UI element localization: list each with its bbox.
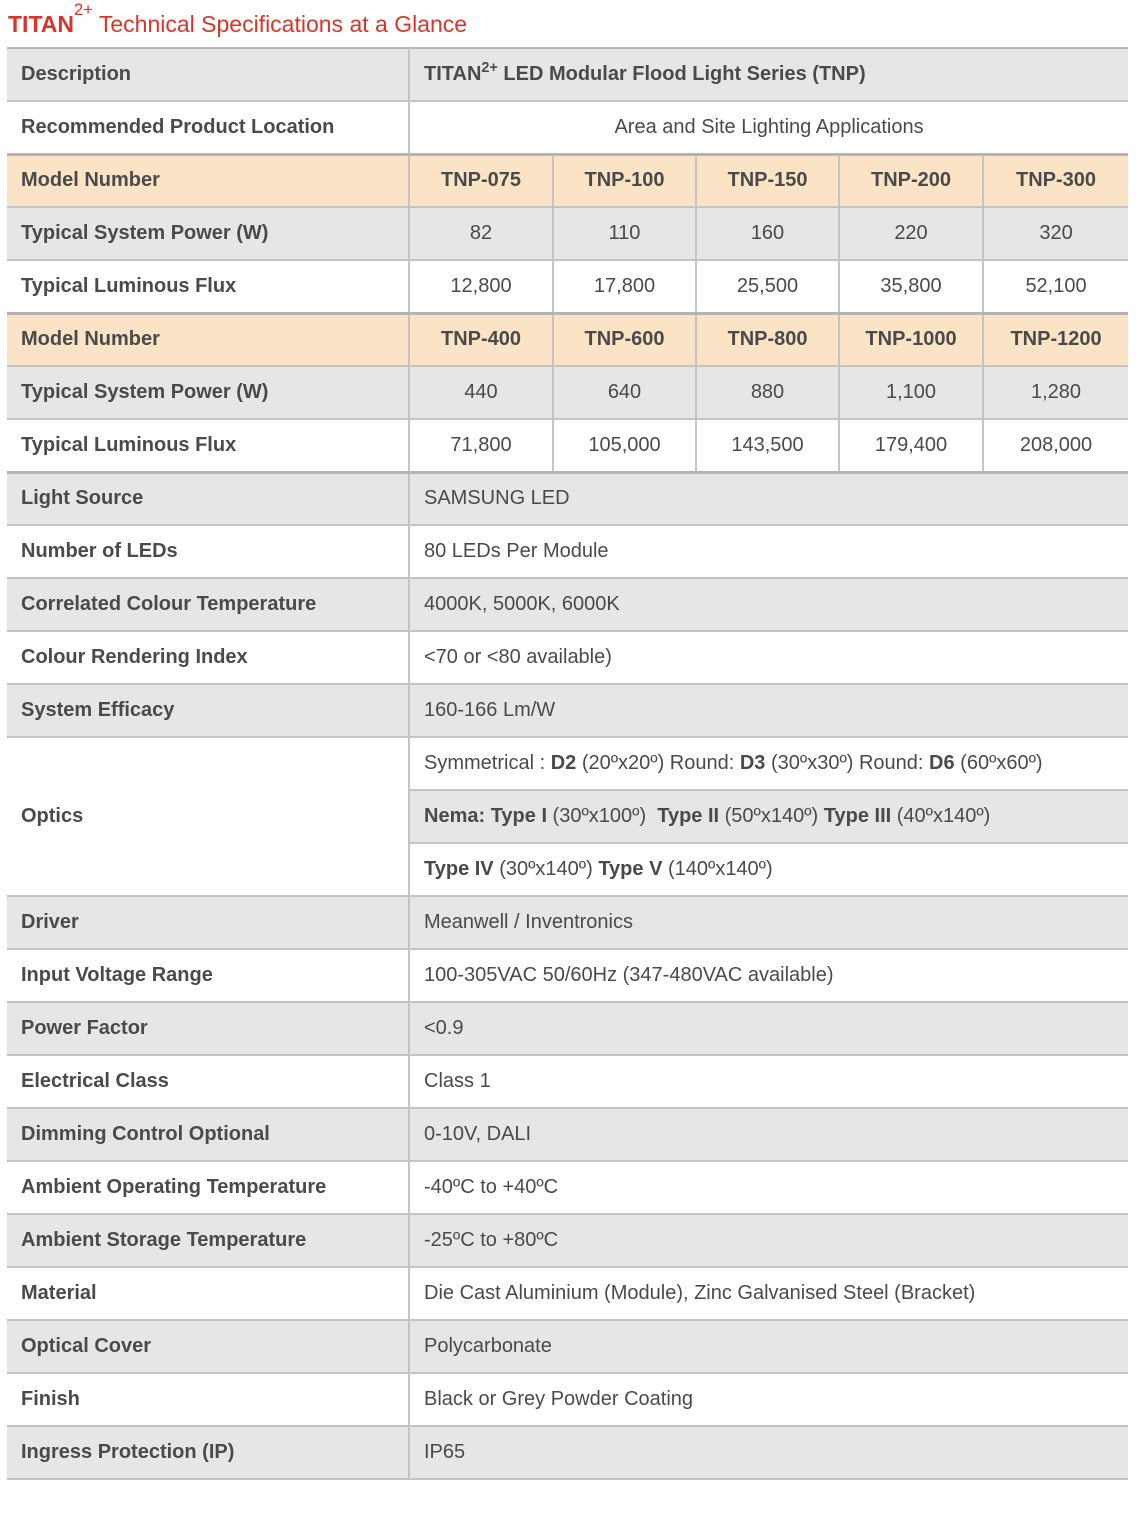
model-cell: TNP-800	[696, 313, 839, 366]
row-label: Description	[7, 48, 409, 101]
row-label: Model Number	[7, 154, 409, 207]
table-row-spec	[7, 949, 1128, 1002]
row-label: Model Number	[7, 313, 409, 366]
flux-cell: 143,500	[696, 419, 839, 472]
flux-cell: 71,800	[409, 419, 553, 472]
model-cell: TNP-600	[553, 313, 696, 366]
power-cell: 880	[696, 366, 839, 419]
row-value: IP65	[409, 1426, 1128, 1479]
table-row-power-a	[7, 207, 1128, 260]
table-row-model-a	[7, 154, 1128, 207]
table-row-spec	[7, 472, 1128, 525]
row-value: 160-166 Lm/W	[409, 684, 1128, 737]
power-cell: 110	[553, 207, 696, 260]
optics-code: D3	[739, 752, 766, 774]
row-label: Typical System Power (W)	[7, 366, 409, 419]
table-row-spec	[7, 1214, 1128, 1267]
table-row-spec	[7, 1426, 1128, 1479]
table-row-spec	[7, 1055, 1128, 1108]
optics-code: Type V	[598, 858, 663, 880]
desc-brand: TITAN	[424, 63, 482, 85]
optics-text: (30ºx100º)	[547, 805, 658, 827]
optics-text: (20ºx20º) Round:	[576, 752, 740, 774]
model-cell: TNP-1000	[839, 313, 983, 366]
table-row-model-b	[7, 313, 1128, 366]
power-cell: 82	[409, 207, 553, 260]
table-row-spec	[7, 578, 1128, 631]
row-label: Input Voltage Range	[7, 949, 409, 1002]
desc-brand-sup: 2+	[481, 59, 498, 76]
model-cell: TNP-075	[409, 154, 553, 207]
optics-code: D6	[929, 752, 955, 774]
row-label: Number of LEDs	[7, 525, 409, 578]
row-label: Colour Rendering Index	[7, 631, 409, 684]
model-cell: TNP-1200	[983, 313, 1128, 366]
table-row-spec	[7, 1320, 1128, 1373]
flux-cell: 35,800	[839, 260, 983, 313]
row-label: Typical Luminous Flux	[7, 419, 409, 472]
table-row-spec	[7, 1161, 1128, 1214]
flux-cell: 105,000	[553, 419, 696, 472]
desc-text: LED Modular Flood Light Series (TNP)	[503, 63, 866, 85]
row-label: Ingress Protection (IP)	[7, 1426, 409, 1479]
optics-text: (30ºx140º)	[493, 858, 599, 880]
row-label: Optical Cover	[7, 1320, 409, 1373]
table-row-flux-b	[7, 419, 1128, 472]
row-value: Meanwell / Inventronics	[409, 896, 1128, 949]
row-value: Black or Grey Powder Coating	[409, 1373, 1128, 1426]
table-row-spec	[7, 631, 1128, 684]
flux-cell: 12,800	[409, 260, 553, 313]
table-row-spec	[7, 684, 1128, 737]
row-label: Typical Luminous Flux	[7, 260, 409, 313]
spec-table	[7, 47, 1128, 1480]
power-cell: 640	[553, 366, 696, 419]
row-value: <70 or <80 available)	[409, 631, 1128, 684]
optics-text: Symmetrical :	[424, 752, 551, 774]
row-label: Optics	[7, 737, 409, 896]
optics-code: Type IV	[424, 858, 494, 880]
optics-text: (140ºx140º)	[662, 858, 773, 880]
table-row-spec	[7, 1267, 1128, 1320]
row-label: Ambient Storage Temperature	[7, 1214, 409, 1267]
power-cell: 160	[696, 207, 839, 260]
table-row-description	[7, 48, 1128, 101]
power-cell: 1,100	[839, 366, 983, 419]
optics-code: Type II	[657, 805, 720, 827]
flux-cell: 179,400	[839, 419, 983, 472]
power-cell: 220	[839, 207, 983, 260]
page-title	[8, 0, 468, 44]
model-cell: TNP-150	[696, 154, 839, 207]
table-row-spec	[7, 1002, 1128, 1055]
row-value: 80 LEDs Per Module	[409, 525, 1128, 578]
row-value: -25ºC to +80ºC	[409, 1214, 1128, 1267]
optics-text: (30ºx30º) Round:	[765, 752, 930, 774]
flux-cell: 17,800	[553, 260, 696, 313]
model-cell: TNP-100	[553, 154, 696, 207]
table-row-flux-a	[7, 260, 1128, 313]
description-value	[409, 48, 1128, 101]
optics-code: Type III	[823, 805, 892, 827]
title-brand-sup: 2+	[74, 0, 93, 19]
optics-line-3	[409, 843, 1128, 896]
optics-code: Nema: Type I	[424, 805, 547, 827]
row-label: Recommended Product Location	[7, 101, 409, 154]
power-cell: 440	[409, 366, 553, 419]
row-value: Polycarbonate	[409, 1320, 1128, 1373]
row-value: 4000K, 5000K, 6000K	[409, 578, 1128, 631]
row-label: Ambient Operating Temperature	[7, 1161, 409, 1214]
row-value: 0-10V, DALI	[409, 1108, 1128, 1161]
row-label: System Efficacy	[7, 684, 409, 737]
flux-cell: 25,500	[696, 260, 839, 313]
row-label: Electrical Class	[7, 1055, 409, 1108]
location-value: Area and Site Lighting Applications	[409, 101, 1128, 154]
row-label: Finish	[7, 1373, 409, 1426]
optics-line-1	[409, 737, 1128, 790]
row-value: 100-305VAC 50/60Hz (347-480VAC available)	[409, 949, 1128, 1002]
row-value: Class 1	[409, 1055, 1128, 1108]
optics-line-2	[409, 790, 1128, 843]
row-label: Material	[7, 1267, 409, 1320]
flux-cell: 208,000	[983, 419, 1128, 472]
title-brand: TITAN	[8, 11, 75, 37]
row-label: Power Factor	[7, 1002, 409, 1055]
row-label: Typical System Power (W)	[7, 207, 409, 260]
row-label: Correlated Colour Temperature	[7, 578, 409, 631]
optics-text: (40ºx140º)	[891, 805, 991, 827]
model-cell: TNP-200	[839, 154, 983, 207]
power-cell: 1,280	[983, 366, 1128, 419]
table-row-power-b	[7, 366, 1128, 419]
row-value: SAMSUNG LED	[409, 472, 1128, 525]
row-label: Dimming Control Optional	[7, 1108, 409, 1161]
power-cell: 320	[983, 207, 1128, 260]
optics-text: (60ºx60º)	[954, 752, 1043, 774]
row-value: -40ºC to +40ºC	[409, 1161, 1128, 1214]
table-row-spec	[7, 1373, 1128, 1426]
table-row-location	[7, 101, 1128, 154]
row-value: Die Cast Aluminium (Module), Zinc Galvanised Steel (Bracket)	[409, 1267, 1128, 1320]
row-label: Light Source	[7, 472, 409, 525]
optics-code: D2	[550, 752, 577, 774]
table-row-spec	[7, 525, 1128, 578]
model-cell: TNP-300	[983, 154, 1128, 207]
row-label: Driver	[7, 896, 409, 949]
title-text: Technical Specifications at a Glance	[98, 11, 468, 37]
table-row-optics-1	[7, 737, 1128, 790]
table-row-spec	[7, 1108, 1128, 1161]
table-row-spec	[7, 896, 1128, 949]
row-value: <0.9	[409, 1002, 1128, 1055]
model-cell: TNP-400	[409, 313, 553, 366]
flux-cell: 52,100	[983, 260, 1128, 313]
optics-text: (50ºx140º)	[719, 805, 824, 827]
